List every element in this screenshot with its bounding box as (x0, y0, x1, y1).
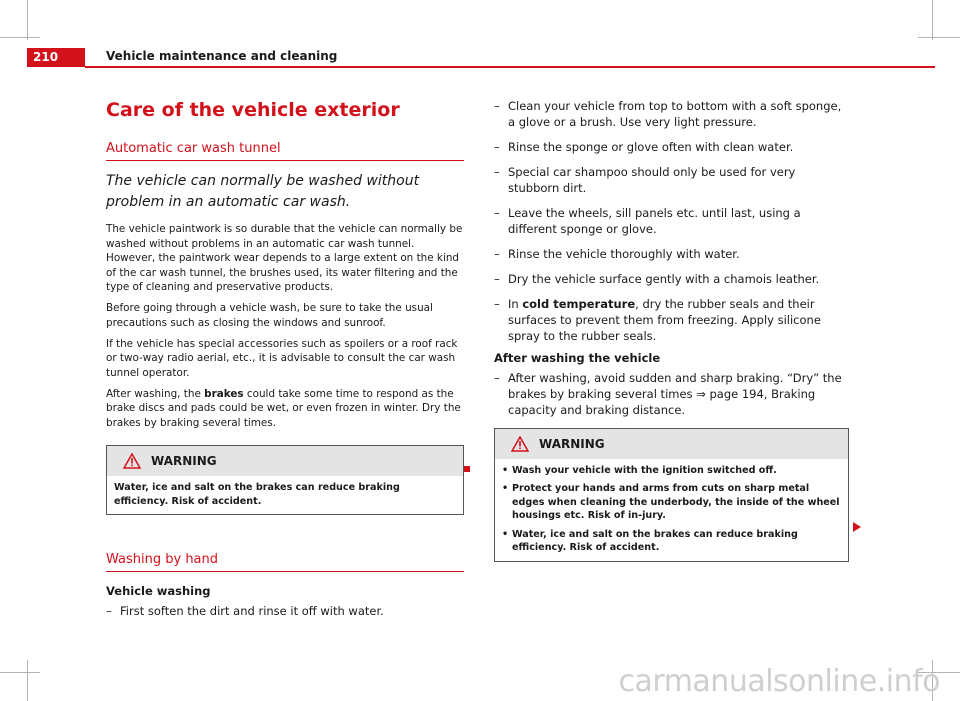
warning-header (495, 429, 848, 459)
crop-mark (932, 0, 933, 40)
header-title: Vehicle maintenance and cleaning (106, 49, 338, 63)
list-item: – In cold temperature, dry the rubber seals and their surfaces to prevent them from freezing. Apply silicone spray to the rubber seals. (494, 297, 821, 343)
section-heading-car-wash: Automatic car wash tunnel (106, 140, 464, 161)
subheading: Vehicle washing (106, 584, 211, 598)
page-title: Care of the vehicle exterior (106, 99, 400, 121)
section-end-mark (464, 466, 470, 472)
warning-title: WARNING (539, 436, 605, 451)
section-heading-hand-wash: Washing by hand (106, 551, 464, 572)
right-column (494, 98, 849, 562)
paragraph: If the vehicle has special accessories such as spoilers or a roof rack or two-way radio aerial, etc., it is advisable to consult the car wash tunnel operator. (106, 337, 458, 379)
warning-icon (511, 436, 529, 452)
left-column (106, 98, 464, 628)
step-list (494, 370, 849, 418)
list-item: – Special car shampoo should only be used for very stubborn dirt. (494, 165, 796, 195)
subheading: After washing the vehicle (494, 351, 661, 365)
warning-icon (123, 453, 141, 469)
crop-mark (27, 0, 28, 40)
list-item: – Rinse the sponge or glove often with clean water. (494, 140, 794, 154)
paragraph: The vehicle paintwork is so durable that the vehicle can normally be washed without problems in an automatic car wash tunnel. However, the paintwork wear depends to a large extent on the kind of the car wash tunnel, the brushes used, its water filtering and the type of cleaning and preservative products. (106, 223, 463, 293)
crop-mark (27, 660, 28, 701)
warning-box (106, 445, 464, 515)
list-item: – Rinse the vehicle thoroughly with water. (494, 247, 740, 261)
step-list (494, 98, 849, 344)
crop-mark (918, 37, 960, 38)
list-item: – Dry the vehicle surface gently with a chamois leather. (494, 272, 820, 286)
warning-title: WARNING (151, 454, 217, 468)
paragraph: Before going through a vehicle wash, be sure to take the usual precautions such as closing the windows and sunroof. (106, 302, 433, 329)
step-list (106, 603, 464, 619)
warning-bullet: • Water, ice and salt on the brakes can reduce braking efficiency. Risk of accident. (502, 528, 798, 553)
list-item: – After washing, avoid sudden and sharp braking. “Dry” the brakes by braking several times ⇒ page 194, Braking capacity and braking distance. (494, 370, 842, 417)
list-item: – Clean your vehicle from top to bottom with a soft sponge, a glove or a brush. Use very light pressure. (494, 99, 842, 129)
warning-bullet: • Wash your vehicle with the ignition switched off. (502, 464, 777, 476)
list-item: – First soften the dirt and rinse it off with water. (106, 603, 384, 618)
watermark: carmanualsonline.info (618, 664, 940, 699)
continue-arrow-icon (853, 522, 861, 532)
paragraph: After washing, the brakes could take some time to respond as the brake discs and pads could be wet, or even frozen in winter. Dry the brakes by braking several times. (106, 387, 461, 429)
crop-mark (0, 672, 40, 673)
list-item: – Leave the wheels, sill panels etc. until last, using a different sponge or glove. (494, 206, 801, 236)
warning-header (107, 446, 463, 476)
warning-text (495, 459, 848, 561)
page-number: 210 (27, 48, 85, 67)
warning-text: Water, ice and salt on the brakes can reduce braking efficiency. Risk of accident. (114, 482, 400, 507)
section-intro: The vehicle can normally be washed without problem in an automatic car wash. (106, 173, 420, 210)
header-rule (85, 66, 935, 68)
warning-bullet: • Protect your hands and arms from cuts on sharp metal edges when cleaning the underbody, the inside of the wheel housings etc. Risk of in-jury. (502, 483, 840, 521)
crop-mark (0, 37, 40, 38)
warning-box (494, 428, 849, 562)
